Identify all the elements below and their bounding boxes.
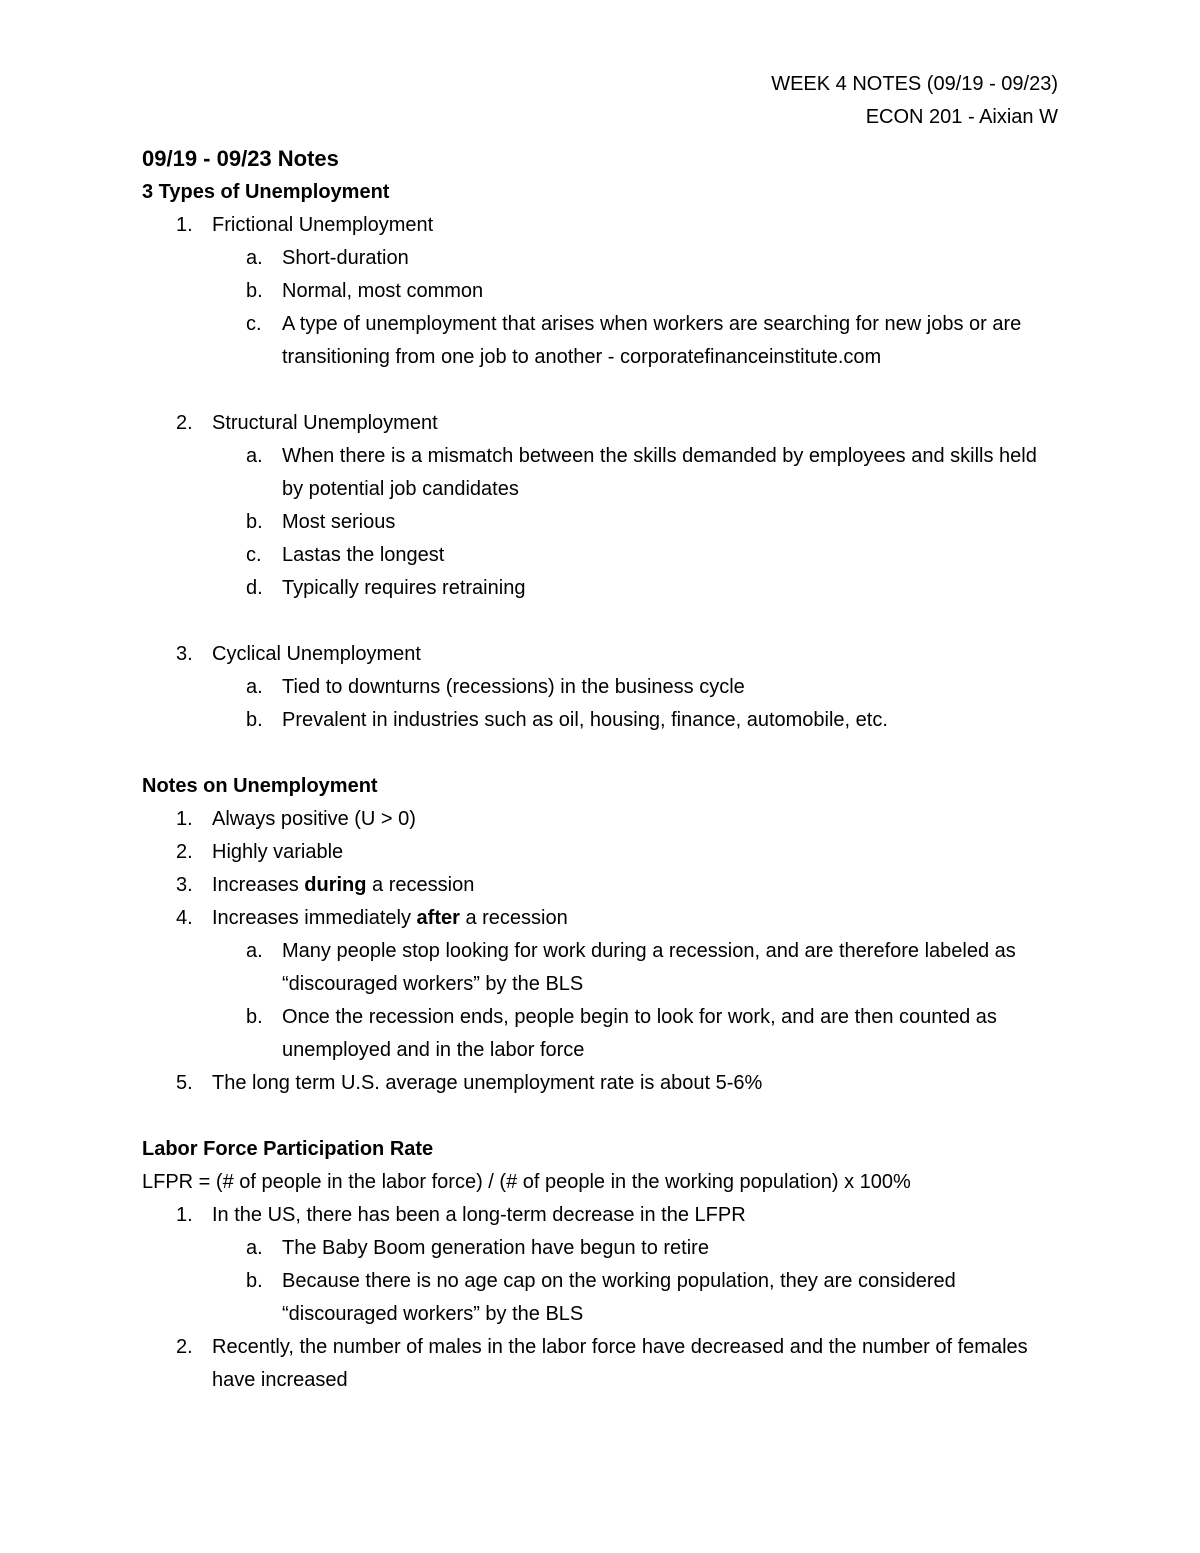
sub-list-item-text: When there is a mismatch between the skills demanded by employees and skills held by potential job candidates	[282, 445, 1037, 500]
sub-list-letter: a.	[246, 445, 263, 467]
page-title: 09/19 - 09/23 Notes	[142, 146, 339, 171]
list-number: 2.	[176, 1336, 193, 1358]
sub-list-item	[212, 671, 1058, 704]
types-list-2	[142, 407, 1058, 605]
sub-list-item-text: Short-duration	[282, 247, 409, 269]
list-number: 1.	[176, 808, 193, 830]
list-item	[142, 902, 1058, 1067]
list-item	[142, 407, 1058, 605]
sub-list-item-text: Tied to downturns (recessions) in the business cycle	[282, 676, 745, 698]
sub-list-item	[212, 572, 1058, 605]
list-number: 1.	[176, 214, 193, 236]
sub-list	[212, 1232, 1058, 1331]
list-item-text: Structural Unemployment	[212, 412, 438, 434]
header-course-line: ECON 201 - Aixian W	[865, 106, 1058, 128]
section-heading-lfpr: Labor Force Participation Rate	[142, 1138, 434, 1160]
sub-list-letter: b.	[246, 1006, 263, 1028]
list-item-text: The long term U.S. average unemployment rate is about 5-6%	[212, 1072, 763, 1094]
sub-list-item	[212, 539, 1058, 572]
list-item-text: Cyclical Unemployment	[212, 643, 421, 665]
list-item	[142, 836, 1058, 869]
list-item-text: In the US, there has been a long-term decrease in the LFPR	[212, 1204, 746, 1226]
emphasis-after: after	[416, 907, 460, 929]
sub-list-letter: c.	[246, 313, 262, 335]
sub-list	[212, 671, 1058, 737]
sub-list-letter: b.	[246, 1270, 263, 1292]
sub-list-item	[212, 440, 1058, 506]
list-item	[142, 869, 1058, 902]
list-item-text-post: a recession	[459, 907, 568, 929]
sub-list-item-text: Prevalent in industries such as oil, housing, finance, automobile, etc.	[282, 709, 888, 731]
sub-list-item	[212, 506, 1058, 539]
types-list-3	[142, 638, 1058, 737]
list-item-text: Always positive (U > 0)	[212, 808, 416, 830]
sub-list-item-text: Normal, most common	[282, 280, 484, 302]
sub-list-letter: a.	[246, 940, 263, 962]
sub-list-item	[212, 275, 1058, 308]
lfpr-formula: LFPR = (# of people in the labor force) / (# of people in the working population) x 100%	[142, 1171, 911, 1193]
sub-list-item-text: Typically requires retraining	[282, 577, 526, 599]
list-item	[142, 1199, 1058, 1331]
list-number: 3.	[176, 643, 193, 665]
types-list	[142, 209, 1058, 374]
list-item	[142, 209, 1058, 374]
sub-list-item-text: Once the recession ends, people begin to look for work, and are then counted as unemployed and in the labor force	[282, 1006, 997, 1061]
list-number: 1.	[176, 1204, 193, 1226]
list-item-text: Highly variable	[212, 841, 344, 863]
sub-list-letter: a.	[246, 247, 263, 269]
list-item	[142, 1067, 1058, 1100]
sub-list-item-text: A type of unemployment that arises when workers are searching for new jobs or are transitioning from one job to another - corporatefinanceinstitute.com	[282, 313, 1022, 368]
sub-list-item	[212, 1001, 1058, 1067]
list-item	[142, 638, 1058, 737]
sub-list-item-text: Lastas the longest	[282, 544, 445, 566]
sub-list-item	[212, 935, 1058, 1001]
lfpr-list	[142, 1199, 1058, 1397]
list-number: 3.	[176, 874, 193, 896]
sub-list-item	[212, 704, 1058, 737]
sub-list-item	[212, 1265, 1058, 1331]
section-heading-notes: Notes on Unemployment	[142, 775, 378, 797]
list-item-text: Frictional Unemployment	[212, 214, 434, 236]
list-item-text-post: a recession	[366, 874, 475, 896]
sub-list-letter: a.	[246, 676, 263, 698]
sub-list-letter: a.	[246, 1237, 263, 1259]
sub-list-letter: b.	[246, 709, 263, 731]
sub-list	[212, 242, 1058, 374]
sub-list-item-text: Most serious	[282, 511, 396, 533]
sub-list-letter: b.	[246, 511, 263, 533]
section-heading-types: 3 Types of Unemployment	[142, 181, 390, 203]
list-number: 2.	[176, 412, 193, 434]
document-header	[142, 68, 1058, 134]
list-item-text: Recently, the number of males in the labor force have decreased and the number of females have increased	[212, 1336, 1028, 1391]
list-number: 4.	[176, 907, 193, 929]
sub-list-letter: c.	[246, 544, 262, 566]
sub-list-item-text: The Baby Boom generation have begun to retire	[282, 1237, 709, 1259]
sub-list	[212, 935, 1058, 1067]
sub-list-letter: d.	[246, 577, 263, 599]
emphasis-during: during	[304, 874, 367, 896]
sub-list-item-text: Because there is no age cap on the working population, they are considered “discouraged workers” by the BLS	[282, 1270, 956, 1325]
sub-list-item	[212, 308, 1058, 374]
header-week-line: WEEK 4 NOTES (09/19 - 09/23)	[771, 73, 1058, 95]
list-item-text-pre: Increases immediately	[212, 907, 417, 929]
sub-list-item	[212, 1232, 1058, 1265]
list-item	[142, 803, 1058, 836]
list-item	[142, 1331, 1058, 1397]
sub-list-letter: b.	[246, 280, 263, 302]
sub-list-item	[212, 242, 1058, 275]
list-item-text-pre: Increases	[212, 874, 305, 896]
list-number: 5.	[176, 1072, 193, 1094]
sub-list	[212, 440, 1058, 605]
sub-list-item-text: Many people stop looking for work during a recession, and are therefore labeled as “discouraged workers” by the BLS	[282, 940, 1016, 995]
list-number: 2.	[176, 841, 193, 863]
notes-list	[142, 803, 1058, 1100]
